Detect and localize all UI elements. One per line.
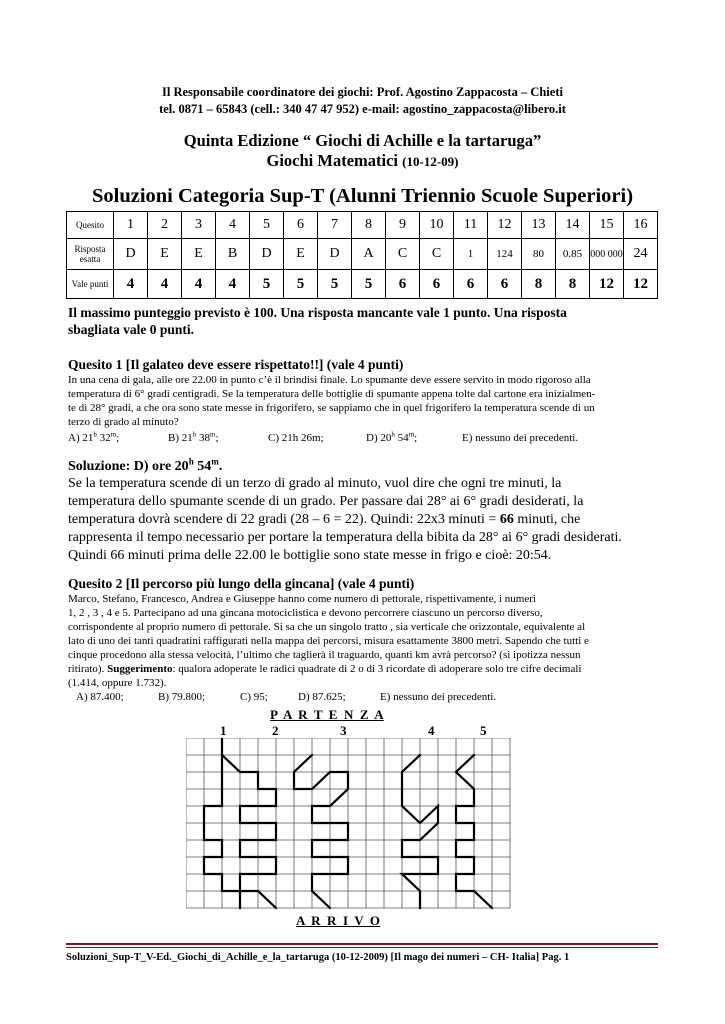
runner-number-4: 4 <box>428 723 435 738</box>
table-cell: 5 <box>284 270 318 299</box>
solution-line: temperatura dovrà scendere di 22 gradi (28 – 6 = 22). Quindi: 22x3 minuti = 66 minuti, che <box>68 512 581 527</box>
q1-title: Quesito 1 [Il galateo deve essere rispettato!!] (vale 4 punti) <box>68 357 404 372</box>
table-row-quesito <box>67 212 658 239</box>
q1-line: temperatura di 6° gradi centigradi. Se la temperatura delle bottiglie di spumante appena tolte dal cartone era inizialmen- <box>68 388 596 400</box>
table-cell: 0.85 <box>556 239 590 270</box>
q1-line: te di 28° gradi, a che ora sono state messe in frigorifero, se sappiamo che in quel frigorifero la temperatura scende di un <box>68 402 595 414</box>
table-cell: 15 <box>590 212 624 239</box>
q2-option-b: B) 79.800; <box>158 691 206 703</box>
table-cell: 4 <box>216 212 250 239</box>
table-cell: 80 <box>522 239 556 270</box>
table-cell: 6 <box>386 270 420 299</box>
q2-line: corrispondente al proprio numero di pettorale. Si sa che un singolo tratto , sia verticale che orizzontale, equivalente al <box>68 621 586 633</box>
table-cell: 8 <box>352 212 386 239</box>
subtitle-date: (10-12-09) <box>402 154 459 169</box>
table-cell: 7 <box>318 212 352 239</box>
footer-divider <box>66 943 658 945</box>
scoring-note-2: sbagliata vale 0 punti. <box>68 322 195 337</box>
table-cell: 12 <box>590 270 624 299</box>
edition-subtitle <box>0 151 725 171</box>
q2-line: (1.414, oppure 1.732). <box>68 677 167 689</box>
table-cell: 000 000 <box>590 239 624 270</box>
table-cell: D <box>250 239 284 270</box>
table-cell: 16 <box>624 212 658 239</box>
solution-line: rappresenta il tempo necessario per portare la temperatura della bibita da 28° ai 6° gradi desiderati. <box>68 530 622 545</box>
runner-number-1: 1 <box>220 723 227 738</box>
table-cell: 10 <box>420 212 454 239</box>
q1-option-c: C) 21h 26m; <box>268 432 324 444</box>
table-cell: 8 <box>522 270 556 299</box>
q1-solution-text <box>68 475 678 565</box>
q2-title: Quesito 2 [Il percorso più lungo della gincana] (vale 4 punti) <box>68 576 415 591</box>
table-cell: E <box>182 239 216 270</box>
header-line-2: tel. 0871 – 65843 (cell.: 340 47 47 952) e-mail: agostino_zappacosta@libero.it <box>159 102 566 116</box>
table-cell: 6 <box>284 212 318 239</box>
table-cell: 5 <box>250 212 284 239</box>
arrivo-label: A R R I V O <box>296 913 381 928</box>
runner-number-2: 2 <box>272 723 279 738</box>
table-cell: 24 <box>624 239 658 270</box>
q1-text <box>68 373 668 429</box>
table-cell: 6 <box>420 270 454 299</box>
q2-option-d: D) 87.625; <box>298 691 346 703</box>
q2-option-e: E) nessuno dei precedenti. <box>380 691 497 703</box>
section-title: Soluzioni Categoria Sup-T (Alunni Triennio Scuole Superiori) <box>91 185 634 207</box>
q2-line: 1, 2 , 3 , 4 e 5. Partecipano ad una gincana motociclistica e devono percorrere ciascuno un percorso diverso, <box>68 607 543 619</box>
table-cell: 13 <box>522 212 556 239</box>
q2-text <box>68 592 668 690</box>
table-cell: A <box>352 239 386 270</box>
q1-options <box>68 431 668 445</box>
q1-line: In una cena di gala, alle ore 22.00 in punto c’è il brindisi finale. Lo spumante deve essere servito in modo rigoroso alla <box>68 374 591 386</box>
table-cell: 6 <box>488 270 522 299</box>
table-cell: D <box>114 239 148 270</box>
solution-h: h <box>188 456 194 467</box>
q1-option-e: E) nessuno dei precedenti. <box>462 432 579 444</box>
runner-number-5: 5 <box>480 723 487 738</box>
solution-line: temperatura dello spumante scende di un grado. Per passare dai 28° ai 6° gradi desiderati, la <box>68 494 584 509</box>
q1-option-d: D) 20$^h$ 54$^m$; <box>366 430 418 444</box>
q1-solution <box>68 458 222 475</box>
solutions-table <box>66 211 658 299</box>
scoring-note-1: Il massimo punteggio previsto è 100. Una risposta mancante vale 1 punto. Una risposta <box>68 305 567 320</box>
q1-option-b: B) 21$^h$ 38$^m$; <box>168 430 219 444</box>
solution-end: . <box>218 459 223 474</box>
q2-line: Marco, Stefano, Francesco, Andrea e Giuseppe hanno come numero di pettorale, rispettivamente, i numeri <box>68 593 536 605</box>
table-cell: 1 <box>114 212 148 239</box>
table-cell: 8 <box>556 270 590 299</box>
solution-min: 54 <box>193 459 212 474</box>
table-cell: 5 <box>318 270 352 299</box>
row-label: Quesito <box>67 212 114 239</box>
table-cell: 1 <box>454 239 488 270</box>
table-cell: E <box>148 239 182 270</box>
table-cell: 3 <box>182 212 216 239</box>
table-cell: 12 <box>488 212 522 239</box>
q2-option-c: C) 95; <box>240 691 268 703</box>
q1-option-a: A) 21$^h$ 32$^m$; <box>68 430 120 444</box>
table-cell: 4 <box>216 270 250 299</box>
table-cell: D <box>318 239 352 270</box>
table-cell: 12 <box>624 270 658 299</box>
path-3 <box>294 755 348 908</box>
solution-text: Soluzione: D) ore 20 <box>68 459 189 474</box>
table-row-punti <box>67 270 658 299</box>
path-2 <box>222 755 276 908</box>
table-cell: C <box>386 239 420 270</box>
table-cell: 124 <box>488 239 522 270</box>
row-label: Risposta esatta <box>67 239 114 270</box>
table-cell: C <box>420 239 454 270</box>
table-cell: 11 <box>454 212 488 239</box>
table-cell: B <box>216 239 250 270</box>
table-cell: 2 <box>148 212 182 239</box>
solution-m: m <box>211 456 219 467</box>
partenza-label: P A R T E N Z A <box>270 707 384 722</box>
q2-option-a: A) 87.400; <box>76 691 124 703</box>
table-cell: 5 <box>352 270 386 299</box>
table-cell: 5 <box>250 270 284 299</box>
header-line-1: Il Responsabile coordinatore dei giochi: Prof. Agostino Zappacosta – Chieti <box>162 85 563 99</box>
table-cell: 9 <box>386 212 420 239</box>
row-label: Vale punti <box>67 270 114 299</box>
solution-line: Quindi 66 minuti prima delle 22.00 le bottiglie sono state messe in frigo e cioè: 20:54. <box>68 548 552 563</box>
runner-number-3: 3 <box>340 723 347 738</box>
q2-line: ritirato). Suggerimento: qualora adoperate le radici quadrate di 2 o di 3 ricordate di adoperare solo tre cifre decimali <box>68 663 582 675</box>
q2-line: lato di uno dei tanti quadratini raffigurati nella mappa dei percorsi, misura esattamente 3800 metri. Sapendo che tutti e <box>68 635 589 647</box>
table-cell: 14 <box>556 212 590 239</box>
table-cell: 4 <box>148 270 182 299</box>
q2-line: cinque procedono alla stessa velocità, l’ultimo che taglierà il traguardo, quanti km avrà percorso? (si ipotizza nessun <box>68 649 581 661</box>
solution-line: Se la temperatura scende di un terzo di grado al minuto, vuol dire che ogni tre minuti, la <box>68 476 562 491</box>
table-cell: 4 <box>182 270 216 299</box>
table-row-risposta <box>67 239 658 270</box>
q2-options <box>76 690 676 704</box>
edition-title: Quinta Edizione “ Giochi di Achille e la tartaruga” <box>183 131 542 150</box>
footer-divider-thin <box>66 947 658 948</box>
footer-text: Soluzioni_Sup-T_V-Ed._Giochi_di_Achille_e_la_tartaruga (10-12-2009) [Il mago dei numeri – CH- Italia] Pag. 1 <box>66 952 570 963</box>
race-map <box>186 738 526 912</box>
q1-line: terzo di grado al minuto? <box>68 416 179 428</box>
table-cell: E <box>284 239 318 270</box>
table-cell: 4 <box>114 270 148 299</box>
subtitle-text: Giochi Matematici <box>266 151 399 170</box>
table-cell: 6 <box>454 270 488 299</box>
